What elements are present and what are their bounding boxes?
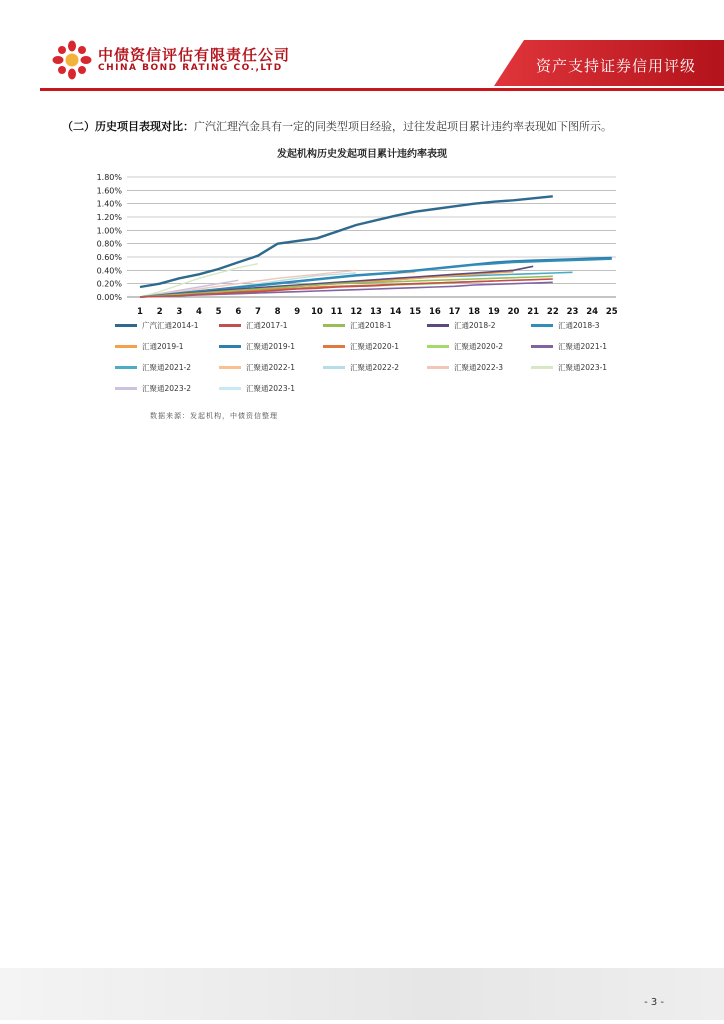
brand-name-cn: 中债资信评估有限责任公司 — [98, 46, 291, 64]
legend-swatch — [323, 345, 345, 348]
y-tick-label: 1.40% — [96, 199, 122, 209]
legend-swatch — [323, 324, 345, 327]
legend-label: 汇聚通2021-2 — [142, 362, 192, 372]
y-tick-label: 1.60% — [96, 186, 122, 196]
x-tick-label: 5 — [215, 307, 222, 316]
page-number: - 3 - — [644, 997, 664, 1008]
legend-swatch — [427, 345, 449, 348]
x-tick-label: 18 — [468, 307, 481, 316]
legend-item — [219, 339, 295, 353]
data-source-note: 数据来源：发起机构，中债资信整理 — [150, 412, 278, 420]
legend-swatch — [115, 366, 137, 369]
legend-item — [531, 339, 607, 353]
legend-label: 汇聚通2023-2 — [142, 383, 192, 393]
y-tick-label: 0.00% — [96, 293, 122, 302]
legend-item — [323, 318, 392, 332]
legend-swatch — [115, 387, 137, 390]
legend-item — [219, 360, 295, 374]
x-tick-label: 25 — [605, 307, 618, 316]
legend-label: 汇通2019-1 — [142, 341, 184, 351]
y-tick-label: 0.80% — [96, 239, 122, 249]
x-tick-label: 13 — [369, 307, 382, 316]
legend-item — [115, 318, 199, 332]
legend-swatch — [115, 345, 137, 348]
legend-label: 汇通2018-2 — [454, 320, 496, 330]
banner-title: 资产支持证券信用评级 — [535, 57, 696, 75]
legend-label: 汇通2018-3 — [558, 320, 600, 330]
legend-label: 汇聚通2022-3 — [454, 362, 504, 372]
section-paragraph — [62, 119, 662, 135]
cumulative-default-rate-chart — [0, 160, 724, 316]
legend-label: 汇聚通2019-1 — [246, 341, 296, 351]
y-tick-label: 1.80% — [96, 173, 122, 182]
legend-item — [115, 339, 184, 353]
legend-label: 汇聚通2020-2 — [454, 341, 504, 351]
x-tick-label: 7 — [254, 307, 261, 316]
x-tick-label: 19 — [487, 307, 500, 316]
x-tick-label: 22 — [546, 307, 559, 316]
legend-swatch — [219, 366, 241, 369]
y-axis-ticks — [97, 173, 123, 302]
legend-item — [323, 339, 399, 353]
legend-label: 广汽汇通2014-1 — [142, 320, 199, 330]
page-header — [0, 0, 724, 92]
legend-swatch — [427, 366, 449, 369]
legend-label: 汇通2017-1 — [246, 320, 288, 330]
legend-swatch — [323, 366, 345, 369]
legend-item — [323, 360, 399, 374]
legend-item — [427, 318, 496, 332]
footer-band — [0, 968, 724, 1020]
legend-swatch — [531, 324, 553, 327]
legend-label: 汇聚通2022-2 — [350, 362, 400, 372]
legend-item — [115, 381, 191, 395]
legend-swatch — [115, 324, 137, 327]
section-heading: （二）历史项目表现对比： — [62, 120, 194, 133]
x-tick-label: 4 — [196, 307, 202, 316]
legend-item — [219, 318, 288, 332]
legend-swatch — [531, 366, 553, 369]
x-tick-label: 23 — [566, 307, 579, 316]
legend-label: 汇聚通2021-1 — [558, 341, 608, 351]
legend-item — [531, 318, 600, 332]
legend-label: 汇聚通2020-1 — [350, 341, 400, 351]
y-tick-label: 1.20% — [96, 213, 122, 222]
x-tick-label: 6 — [235, 307, 242, 316]
x-tick-label: 10 — [311, 307, 323, 316]
chart-title: 发起机构历史发起项目累计违约率表现 — [277, 149, 447, 160]
x-tick-label: 3 — [176, 307, 183, 316]
legend-item — [219, 381, 295, 395]
x-tick-label: 17 — [448, 307, 461, 316]
y-tick-label: 0.60% — [96, 253, 122, 262]
legend-swatch — [219, 387, 241, 390]
x-tick-label: 14 — [389, 307, 402, 316]
legend-label: 汇聚通2023-1 — [246, 383, 296, 393]
x-tick-label: 12 — [350, 307, 363, 316]
legend-label: 汇通2018-1 — [350, 320, 392, 330]
x-tick-label: 9 — [294, 307, 301, 316]
legend-swatch — [219, 345, 241, 348]
legend-item — [531, 360, 607, 374]
legend-swatch — [427, 324, 449, 327]
y-tick-label: 1.00% — [96, 226, 122, 236]
x-tick-label: 2 — [156, 307, 163, 316]
y-tick-label: 0.40% — [96, 266, 122, 276]
china-bond-rating-logo-icon — [52, 40, 92, 80]
brand-name-en: CHINA BOND RATING CO.,LTD — [98, 63, 283, 73]
x-tick-label: 11 — [330, 307, 343, 316]
header-divider — [40, 88, 724, 91]
legend-item — [115, 360, 191, 374]
x-tick-label: 8 — [274, 307, 281, 316]
legend-swatch — [219, 324, 241, 327]
chart-series — [140, 196, 612, 297]
y-tick-label: 0.20% — [96, 279, 122, 289]
section-text: 广汽汇理汽金具有一定的同类型项目经验，过往发起项目累计违约率表现如下图所示。 — [194, 120, 612, 133]
legend-label: 汇聚通2023-1 — [558, 362, 608, 372]
legend-item — [427, 360, 503, 374]
x-tick-label: 20 — [507, 307, 520, 316]
x-tick-label: 24 — [586, 307, 599, 316]
legend-item — [427, 339, 503, 353]
x-tick-label: 16 — [428, 307, 441, 316]
x-axis-ticks — [137, 307, 618, 316]
x-tick-label: 1 — [137, 307, 143, 316]
legend-label: 汇聚通2022-1 — [246, 362, 296, 372]
x-tick-label: 21 — [527, 307, 540, 316]
x-tick-label: 15 — [409, 307, 422, 316]
legend-swatch — [531, 345, 553, 348]
